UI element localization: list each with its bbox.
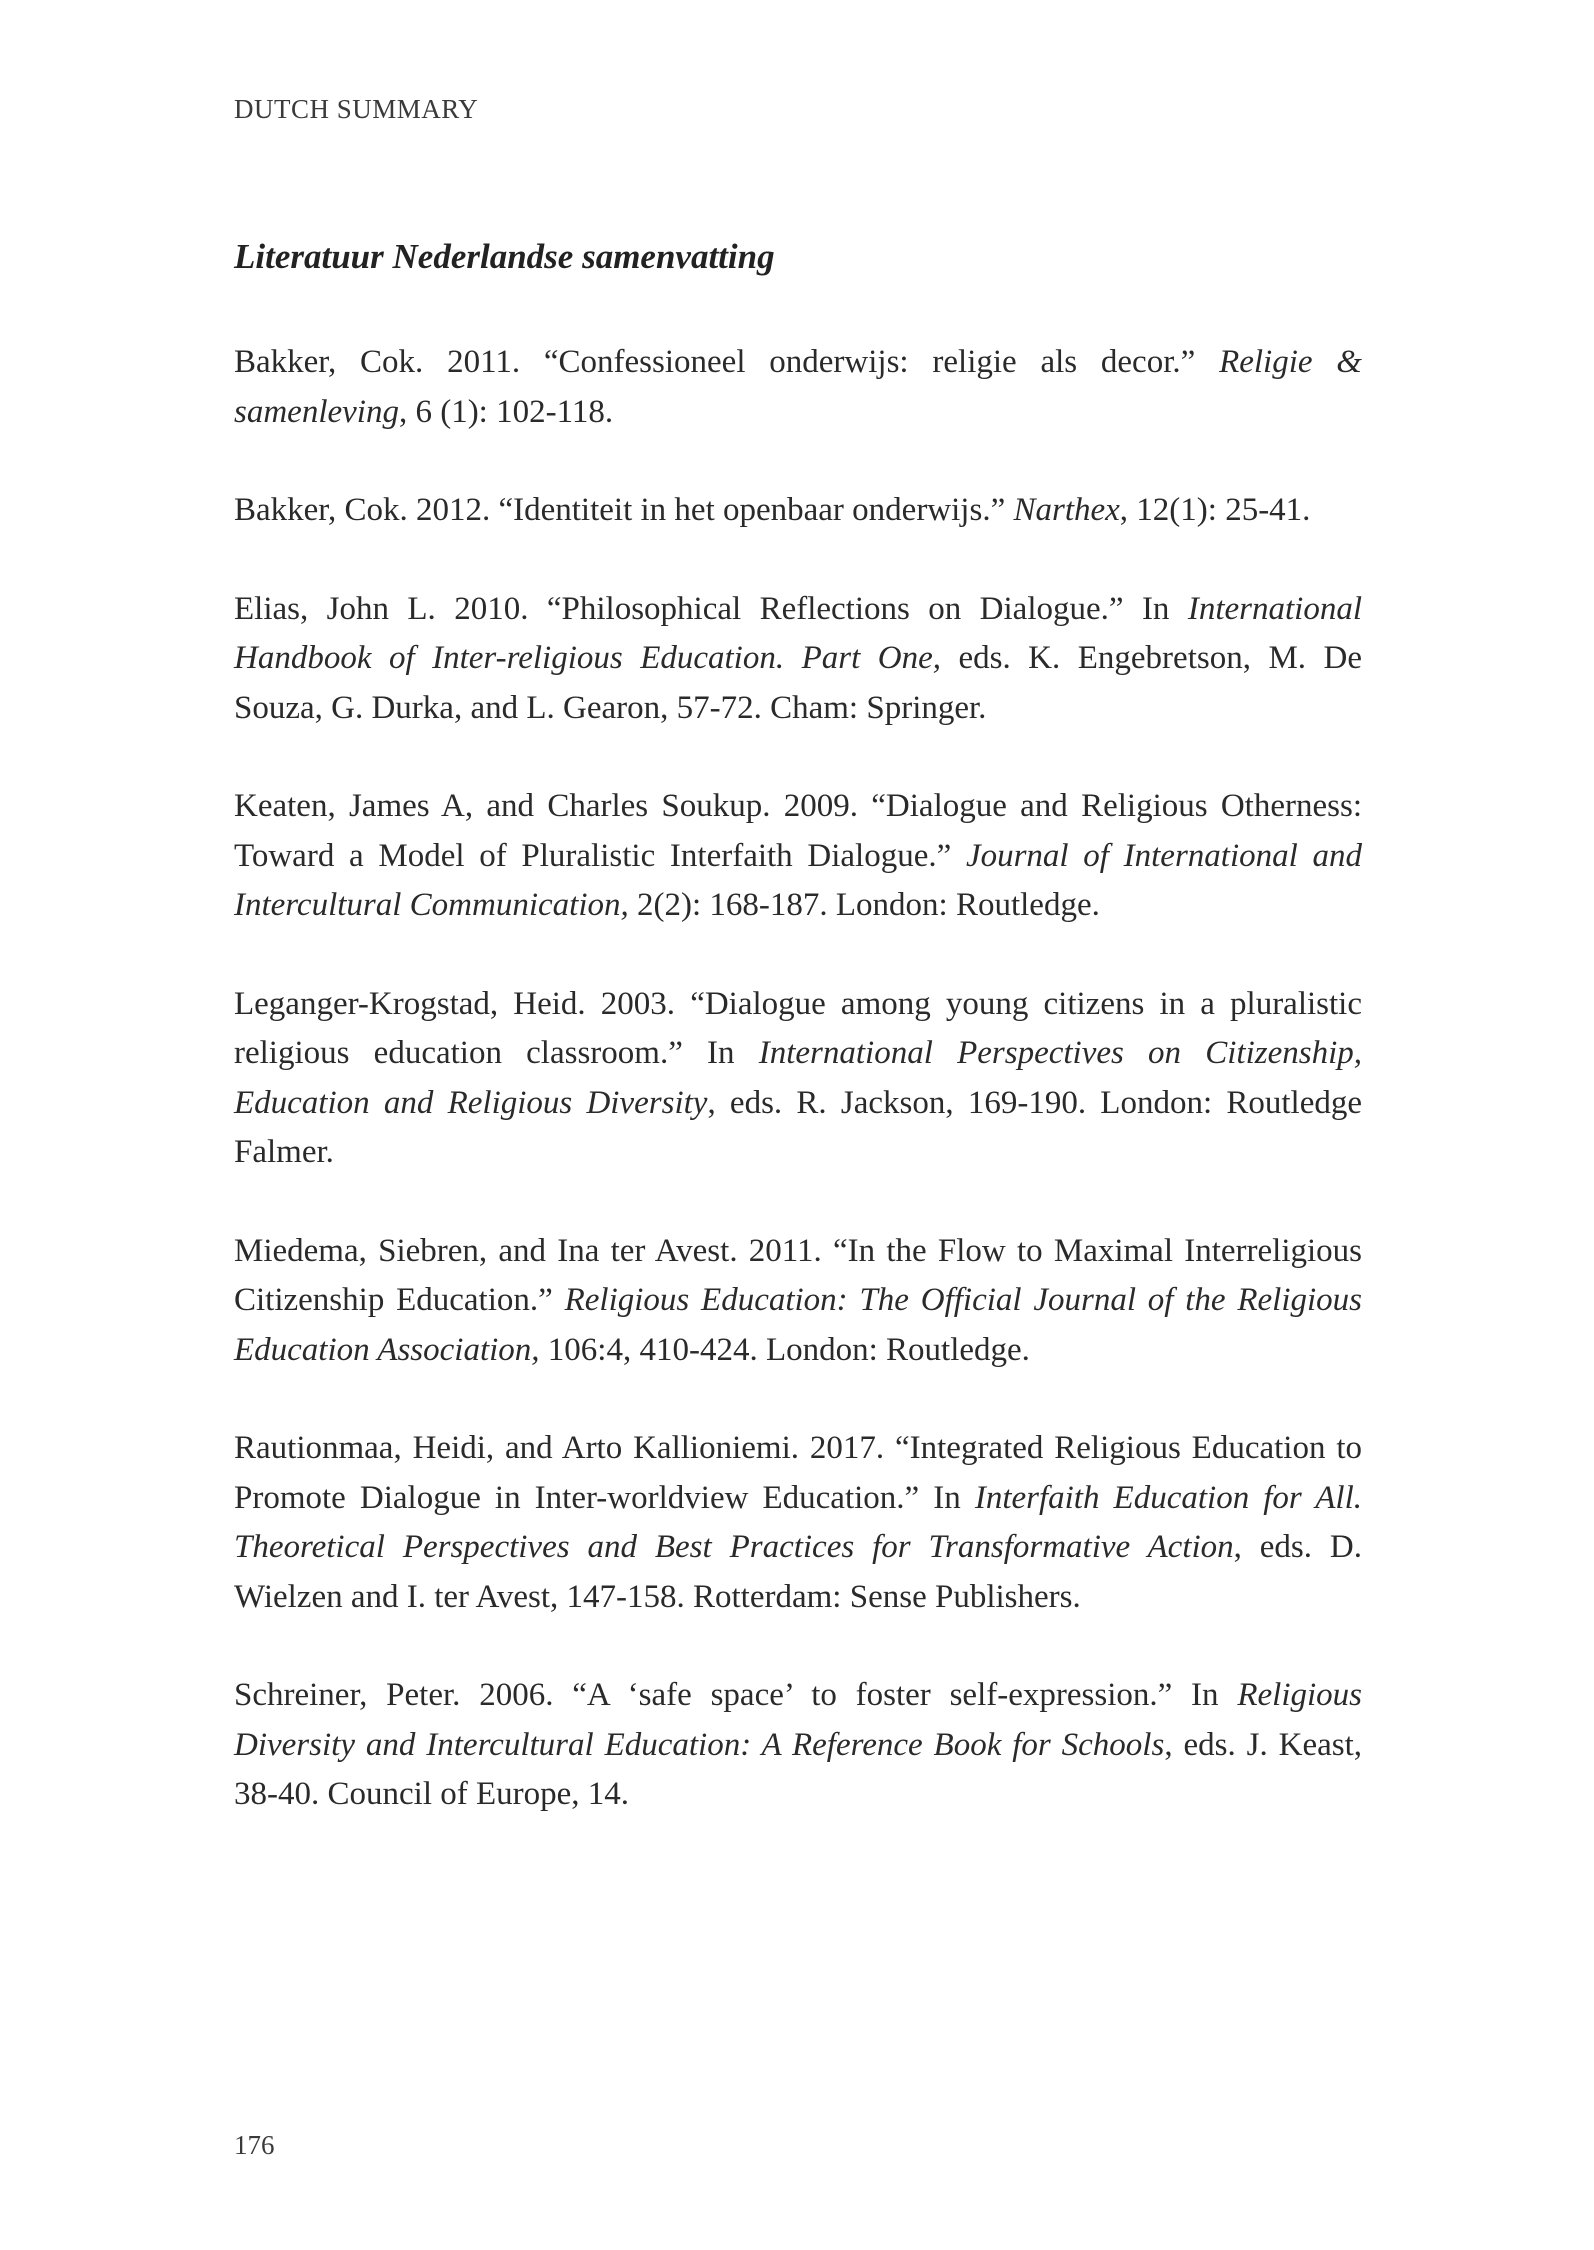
reference-miedema-2011 [234,1227,1362,1376]
reference-text: Elias, John L. 2010. “Philosophical Reflections on Dialogue.” In [234,590,1188,627]
page-body [234,232,1362,1869]
reference-rautionmaa-2017 [234,1424,1362,1622]
reference-text: Miedema, Siebren, and Ina ter Avest. 2011. “In the Flow to Maximal Interreligious Citizenship Education.” [234,1232,1362,1318]
reference-publication-title: International Handbook of Inter-religious Education. Part One, [234,590,1362,676]
reference-text: , 6 (1): 102-118. [398,393,614,430]
reference-bakker-2011 [234,338,1362,437]
reference-text: , eds. J. Keast, 38-40. Council of Europe, 14. [234,1726,1362,1812]
reference-text: Leganger-Krogstad, Heid. 2003. “Dialogue among young citizens in a pluralistic religious education classroom.” In [234,985,1362,1071]
reference-bakker-2012 [234,486,1362,536]
reference-publication-title: International Perspectives on Citizenship, Education and Religious Diversity [234,1035,1362,1121]
reference-publication-title: Religie & samenleving [234,344,1362,430]
reference-leganger-krogstad-2003 [234,980,1362,1178]
reference-text: Keaten, James A, and Charles Soukup. 2009. “Dialogue and Religious Otherness: Toward a Model of Pluralistic Interfaith Dialogue.” [234,788,1362,874]
reference-text: Bakker, Cok. 2012. “Identiteit in het openbaar onderwijs.” [234,492,1014,528]
reference-text: , eds. R. Jackson, 169-190. London: Routledge Falmer. [234,1084,1363,1170]
section-title: Literatuur Nederlandse samenvatting [234,237,775,276]
reference-text: 106:4, 410-424. London: Routledge. [539,1331,1030,1368]
reference-schreiner-2006 [234,1671,1362,1820]
reference-text: Rautionmaa, Heidi, and Arto Kallioniemi. 2017. “Integrated Religious Education to Promote Dialogue in Inter-worldview Education.” In [234,1430,1362,1516]
reference-list [234,338,1362,1820]
reference-publication-title: Journal of International and Intercultural Communication, [234,837,1363,923]
reference-elias-2010 [234,585,1362,734]
running-head: DUTCH SUMMARY [234,94,479,124]
reference-text: eds. K. Engebretson, M. De Souza, G. Durka, and L. Gearon, 57-72. Cham: Springer. [234,640,1362,726]
reference-publication-title: Interfaith Education for All. Theoretical Perspectives and Best Practices for Transformative Action [234,1479,1363,1565]
reference-publication-title: Religious Education: The Official Journal of the Religious Education Association, [234,1282,1362,1368]
reference-publication-title: Religious Diversity and Intercultural Education: A Reference Book for Schools [234,1677,1362,1763]
reference-text: , eds. D. Wielzen and I. ter Avest, 147-158. Rotterdam: Sense Publishers. [234,1529,1363,1615]
reference-text: , 12(1): 25-41. [1119,492,1311,528]
page-number: 176 [234,2130,275,2160]
reference-keaten-2009 [234,782,1362,931]
reference-publication-title: Narthex [1013,492,1120,528]
reference-text: Bakker, Cok. 2011. “Confessioneel onderwijs: religie als decor.” [234,344,1220,380]
reference-text: 2(2): 168-187. London: Routledge. [628,887,1100,923]
reference-text: Schreiner, Peter. 2006. “A ‘safe space’ to foster self-expression.” In [234,1677,1238,1713]
